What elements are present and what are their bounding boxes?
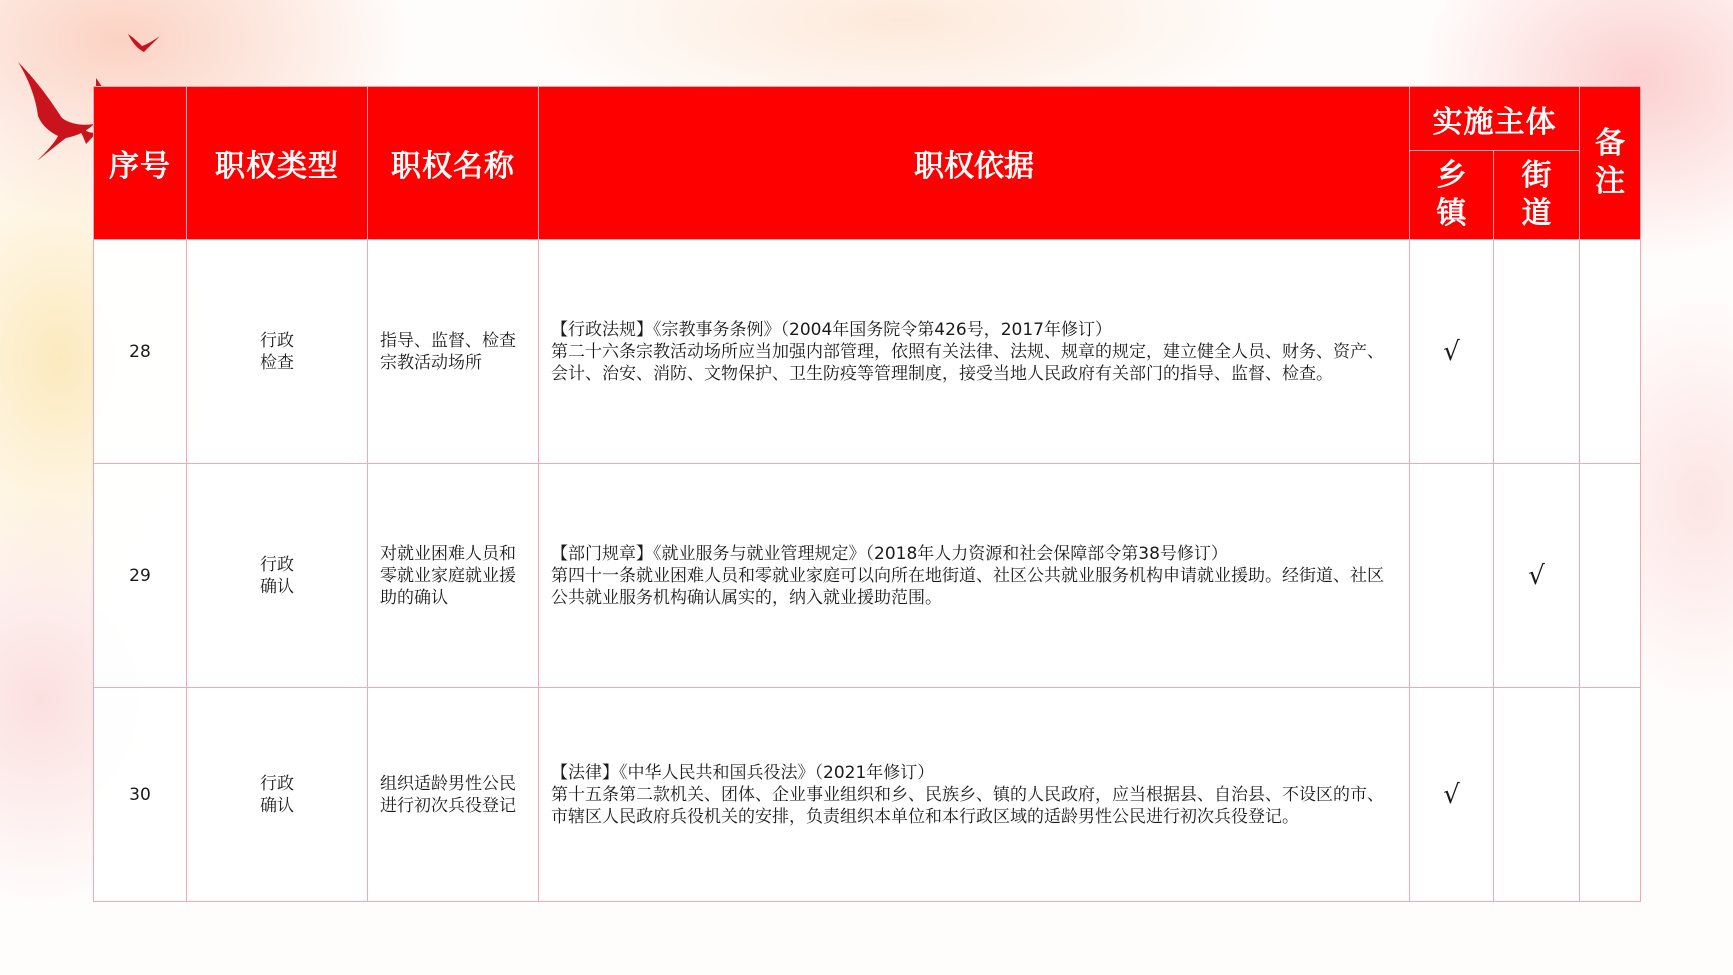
basis-title: 【法律】《中华人民共和国兵役法》（2021年修订） [551,762,935,783]
row-basis [539,240,1410,464]
row-seq: 28 [94,240,187,464]
row-name: 指导、监督、检查宗教活动场所 [368,240,539,464]
header-town: 乡 镇 [1410,151,1494,240]
table-row [94,688,1641,902]
row-name: 对就业困难人员和零就业家庭就业援助的确认 [368,464,539,688]
row-town-check: √ [1410,240,1494,464]
row-name: 组织适龄男性公民进行初次兵役登记 [368,688,539,902]
basis-text: 第四十一条就业困难人员和零就业家庭可以向所在地街道、社区公共就业服务机构申请就业援助。经街道、社区公共就业服务机构确认属实的，纳入就业援助范围。 [551,565,1384,608]
header-remark: 备 注 [1580,87,1641,240]
row-remark [1580,464,1641,688]
header-name: 职权名称 [368,87,539,240]
row-remark [1580,688,1641,902]
row-type: 行政 确认 [187,688,368,902]
row-street-check: √ [1494,464,1580,688]
basis-title: 【部门规章】《就业服务与就业管理规定》（2018年人力资源和社会保障部令第38号修订） [551,543,1228,564]
row-basis [539,464,1410,688]
header-basis: 职权依据 [539,87,1410,240]
basis-text: 第二十六条宗教活动场所应当加强内部管理，依照有关法律、法规、规章的规定，建立健全人员、财务、资产、会计、治安、消防、文物保护、卫生防疫等管理制度，接受当地人民政府有关部门的指导、监督、检查。 [551,341,1384,384]
basis-title: 【行政法规】《宗教事务条例》（2004年国务院令第426号，2017年修订） [551,319,1112,340]
row-town-check [1410,464,1494,688]
row-type: 行政 检查 [187,240,368,464]
row-type: 行政 确认 [187,464,368,688]
basis-text: 第十五条第二款机关、团体、企业事业组织和乡、民族乡、镇的人民政府，应当根据县、自治县、不设区的市、市辖区人民政府兵役机关的安排，负责组织本单位和本行政区域的适龄男性公民进行初次兵役登记。 [551,784,1384,827]
authority-table [93,86,1641,902]
header-subject: 实施主体 [1410,87,1580,151]
row-town-check: √ [1410,688,1494,902]
row-basis [539,688,1410,902]
row-street-check [1494,240,1580,464]
row-remark [1580,240,1641,464]
table-row [94,464,1641,688]
row-seq: 30 [94,688,187,902]
header-street: 街 道 [1494,151,1580,240]
header-seq: 序号 [94,87,187,240]
row-seq: 29 [94,464,187,688]
table-row [94,240,1641,464]
header-type: 职权类型 [187,87,368,240]
row-street-check [1494,688,1580,902]
